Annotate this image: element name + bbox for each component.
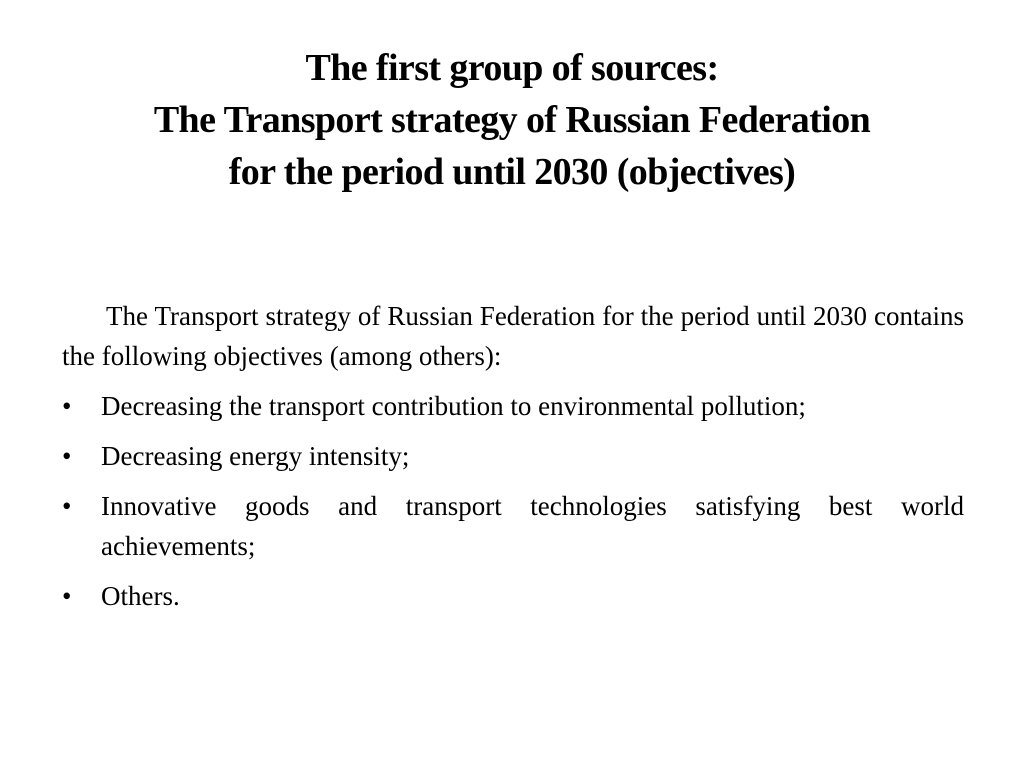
title-line-3: for the period until 2030 (objectives) [228,151,796,193]
list-item-text: Innovative goods and transport technologies satisfying best world achievements; [101,491,964,561]
bullet-icon: • [62,491,72,521]
list-item [62,486,964,566]
list-item [62,576,964,616]
slide-body [62,296,964,626]
list-item-text: Decreasing the transport contribution to environmental pollution; [101,391,806,421]
slide-title [40,42,984,198]
list-item [62,386,964,426]
list-item-text: Decreasing energy intensity; [101,441,410,471]
list-item [62,436,964,476]
bullet-icon: • [62,391,72,421]
title-line-1: The first group of sources: [305,47,719,89]
objectives-list [62,386,964,616]
bullet-icon: • [62,441,72,471]
bullet-icon: • [62,581,72,611]
list-item-text: Others. [101,581,180,611]
intro-paragraph: The Transport strategy of Russian Federation for the period until 2030 contains the following objectives (among others): [62,301,964,371]
title-line-2: The Transport strategy of Russian Federation [153,99,871,141]
